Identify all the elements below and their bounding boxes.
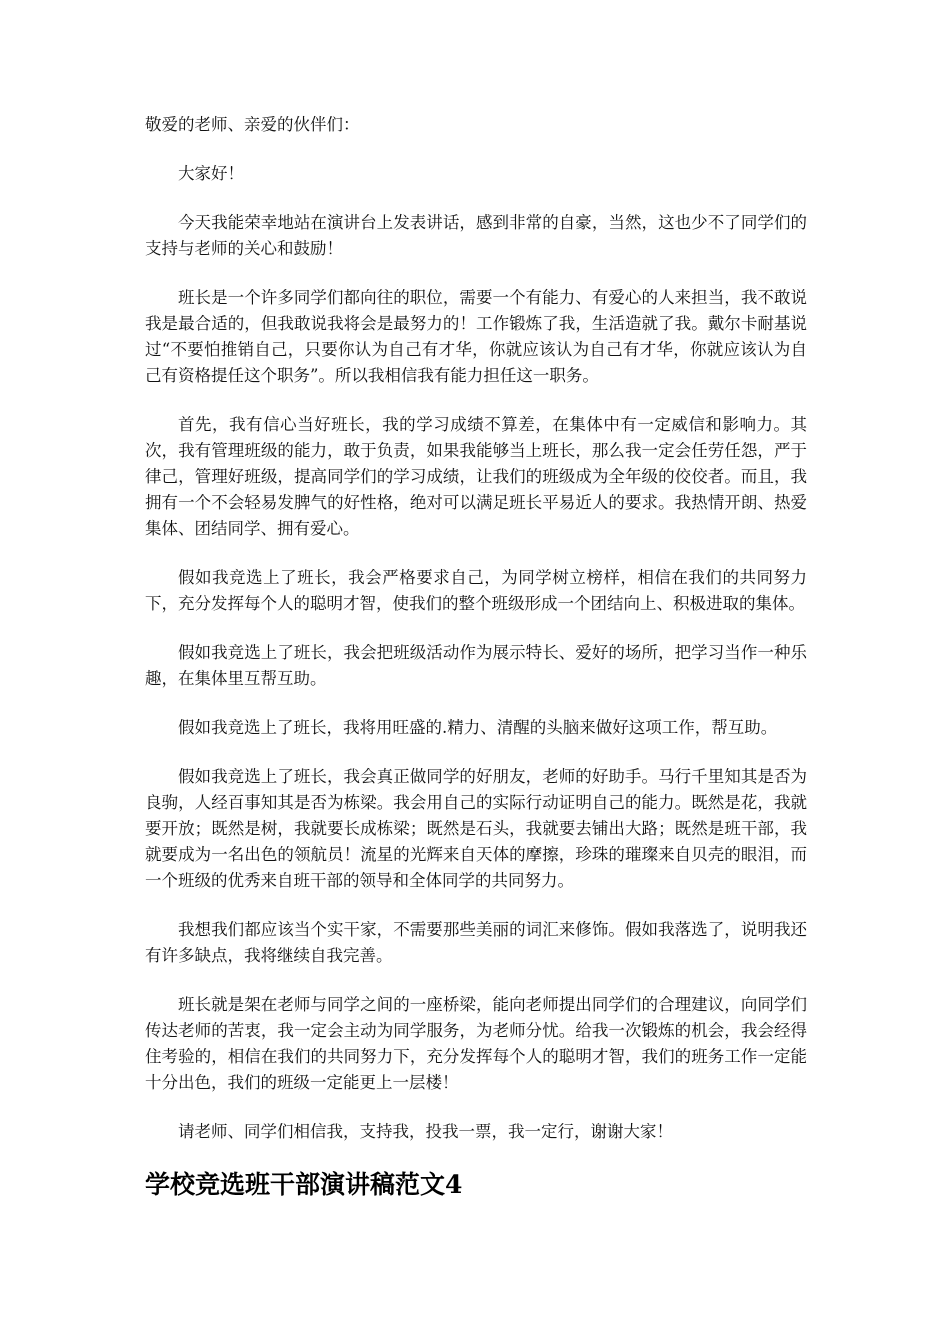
document-body bbox=[145, 112, 807, 1202]
paragraph-monitor-role: 班长是一个许多同学们都向往的职位，需要一个有能力、有爱心的人来担当，我不敢说我是最合适的，但我敢说我将会是最努力的！工作锻炼了我，生活造就了我。戴尔卡耐基说过“不要怕推销自己，只要你认为自己有才华，你就应该认为自己有才华，你就应该认为自己有资格提任这个职务”。所以我相信我有能力担任这一职务。 bbox=[145, 288, 807, 385]
salutation: 敬爱的老师、亲爱的伙伴们： bbox=[145, 115, 360, 134]
paragraph-if-elected-4: 假如我竞选上了班长，我会真正做同学的好朋友，老师的好助手。马行千里知其是否为良驹，人经百事知其是否为栋梁。我会用自己的实际行动证明自己的能力。既然是花，我就要开放；既然是树，我就要长成栋梁；既然是石头，我就要去铺出大路；既然是班干部，我就要成为一名出色的领航员！流星的光辉来自天体的摩擦，珍珠的璀璨来自贝壳的眼泪，而一个班级的优秀来自班干部的领导和全体同学的共同努力。 bbox=[145, 767, 807, 890]
paragraph-practical: 我想我们都应该当个实干家，不需要那些美丽的词汇来修饰。假如我落选了，说明我还有许多缺点，我将继续自我完善。 bbox=[145, 920, 807, 965]
paragraph-intro: 今天我能荣幸地站在演讲台上发表讲话，感到非常的自豪，当然，这也少不了同学们的支持与老师的关心和鼓励！ bbox=[145, 213, 807, 258]
paragraph-greeting: 大家好！ bbox=[178, 164, 244, 183]
paragraph-if-elected-2: 假如我竞选上了班长，我会把班级活动作为展示特长、爱好的场所，把学习当作一种乐趣，在集体里互帮互助。 bbox=[145, 643, 807, 688]
paragraph-qualifications: 首先，我有信心当好班长，我的学习成绩不算差，在集体中有一定威信和影响力。其次，我有管理班级的能力，敢于负责，如果我能够当上班长，那么我一定会任劳任怨，严于律己，管理好班级，提高同学们的学习成绩，让我们的班级成为全年级的佼佼者。而且，我拥有一个不会轻易发脾气的好性格，绝对可以满足班长平易近人的要求。我热情开朗、热爱集体、团结同学、拥有爱心。 bbox=[145, 415, 807, 538]
paragraph-bridge: 班长就是架在老师与同学之间的一座桥梁，能向老师提出同学们的合理建议，向同学们传达老师的苦衷，我一定会主动为同学服务，为老师分忧。给我一次锻炼的机会，我会经得住考验的，相信在我们的共同努力下，充分发挥每个人的聪明才智，我们的班务工作一定能十分出色，我们的班级一定能更上一层楼！ bbox=[145, 995, 807, 1092]
paragraph-if-elected-1: 假如我竞选上了班长，我会严格要求自己，为同学树立榜样，相信在我们的共同努力下，充分发挥每个人的聪明才智，使我们的整个班级形成一个团结向上、积极进取的集体。 bbox=[145, 568, 807, 613]
paragraph-closing: 请老师、同学们相信我，支持我，投我一票，我一定行，谢谢大家！ bbox=[178, 1122, 673, 1141]
section-heading: 学校竞选班干部演讲稿范文4 bbox=[145, 1170, 463, 1199]
paragraph-if-elected-3: 假如我竞选上了班长，我将用旺盛的.精力、清醒的头脑来做好这项工作，帮互助。 bbox=[178, 718, 778, 737]
